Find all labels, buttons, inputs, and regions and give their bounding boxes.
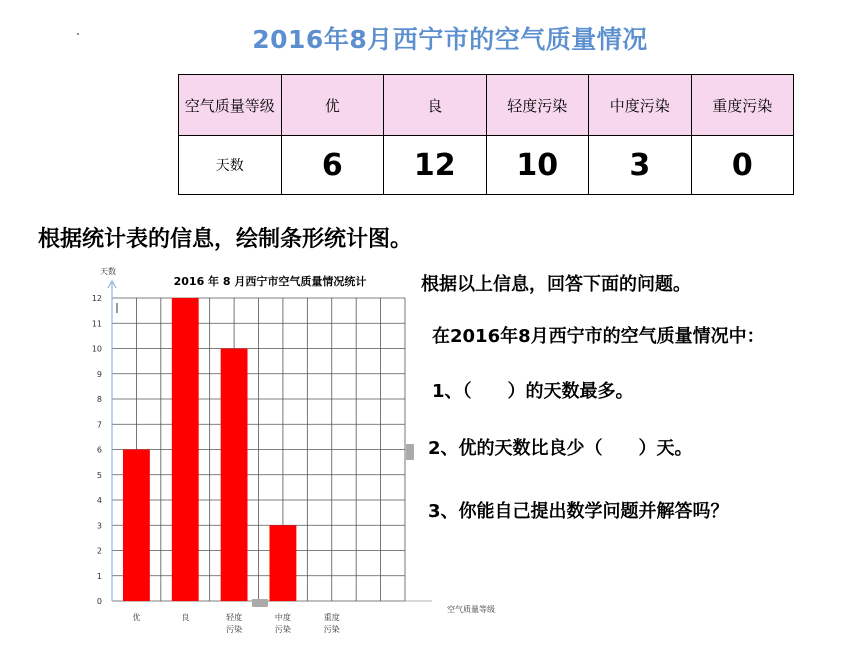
y-tick-label: 10 xyxy=(91,344,102,354)
bar xyxy=(172,298,199,601)
y-tick-label: 2 xyxy=(96,546,102,556)
y-tick-label: 0 xyxy=(96,597,102,606)
header-cell-heavy-pollution: 重度污染 xyxy=(691,75,794,136)
header-cell-good: 良 xyxy=(384,75,487,136)
x-tick-label: 中度 xyxy=(274,613,291,622)
value-cell-heavy-pollution: 0 xyxy=(691,136,794,195)
y-tick-label: 1 xyxy=(96,571,102,581)
y-tick-label: 6 xyxy=(96,445,102,455)
y-tick-label: 5 xyxy=(96,470,102,480)
questions-context: 在2016年8月西宁市的空气质量情况中： xyxy=(432,326,765,347)
y-tick-label: 7 xyxy=(96,420,102,430)
bar xyxy=(221,349,248,602)
chart-grid xyxy=(112,298,405,601)
questions-intro: 根据以上信息，回答下面的问题。 xyxy=(421,274,691,295)
question-3: 3、你能自己提出数学问题并解答吗？ xyxy=(428,501,729,522)
header-label-cell: 空气质量等级 xyxy=(179,75,282,136)
y-tick-label: 11 xyxy=(91,319,102,329)
resize-handle-bottom xyxy=(252,599,268,607)
chart-title: 2016 年 8 月西宁市空气质量情况统计 xyxy=(173,275,367,288)
value-cell-moderate-pollution: 3 xyxy=(589,136,692,195)
value-cell-light-pollution: 10 xyxy=(486,136,589,195)
bar xyxy=(269,525,296,601)
y-axis-label: 天数 xyxy=(100,267,116,276)
x-tick-label: 污染 xyxy=(323,625,340,634)
row-label-cell: 天数 xyxy=(179,136,282,195)
y-tick-label: 9 xyxy=(96,369,102,379)
page-title: 2016年8月西宁市的空气质量情况 xyxy=(252,25,648,54)
x-tick-label: 污染 xyxy=(274,625,291,634)
x-tick-label: 优 xyxy=(132,613,141,622)
question-2: 2、优的天数比良少（ ）天。 xyxy=(428,438,693,459)
y-tick-label: 4 xyxy=(96,496,102,505)
bar xyxy=(123,450,150,602)
y-tick-label: 12 xyxy=(91,294,102,303)
value-cell-excellent: 6 xyxy=(281,136,384,195)
question-1: 1、（ ）的天数最多。 xyxy=(432,381,634,402)
resize-handle-right xyxy=(406,444,414,460)
y-tick-label: 3 xyxy=(96,521,102,531)
x-axis-label: 空气质量等级 xyxy=(447,605,495,614)
x-tick-label: 良 xyxy=(181,613,190,622)
x-tick-label: 重度 xyxy=(323,613,340,622)
x-tick-label: 污染 xyxy=(226,625,243,634)
header-cell-light-pollution: 轻度污染 xyxy=(486,75,589,136)
header-cell-moderate-pollution: 中度污染 xyxy=(589,75,692,136)
y-tick-label: 8 xyxy=(96,395,102,404)
instruction-text: 根据统计表的信息，绘制条形统计图。 xyxy=(38,227,413,252)
header-cell-excellent: 优 xyxy=(281,75,384,136)
x-tick-label: 轻度 xyxy=(226,613,243,622)
value-cell-good: 12 xyxy=(384,136,487,195)
